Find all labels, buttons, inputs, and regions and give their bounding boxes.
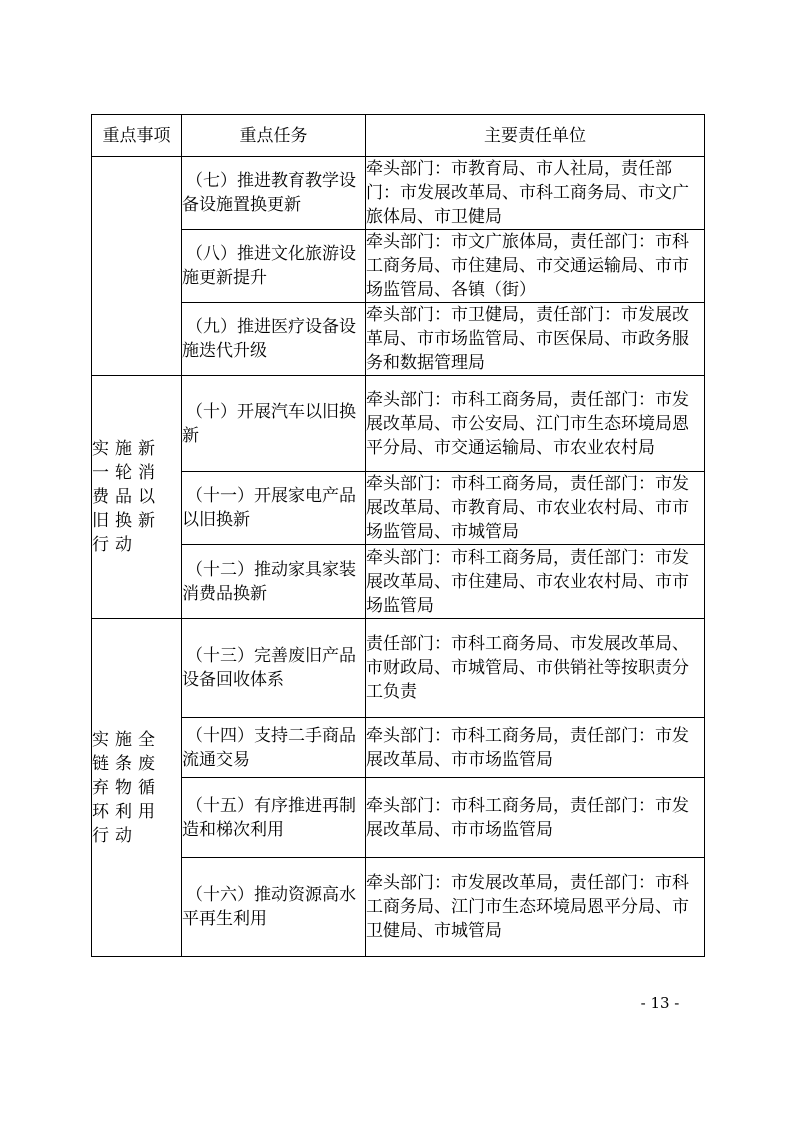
header-responsible-units: 主要责任单位 <box>366 115 705 157</box>
table-row <box>92 376 705 472</box>
responsible-units-cell: 牵头部门：市科工商务局，责任部门：市发展改革局、市住建局、市农业农村局、市市场监管局 <box>366 545 705 619</box>
table-row <box>92 619 705 718</box>
table-row <box>92 858 705 957</box>
key-task-cell: （十）开展汽车以旧换新 <box>182 376 366 472</box>
table-row <box>92 157 705 230</box>
table-row <box>92 472 705 545</box>
key-task-cell: （八）推进文化旅游设施更新提升 <box>182 230 366 303</box>
responsible-units-cell: 牵头部门：市教育局、市人社局，责任部门：市发展改革局、市科工商务局、市文广旅体局、市卫健局 <box>366 157 705 230</box>
key-task-cell: （十五）有序推进再制造和梯次利用 <box>182 778 366 858</box>
key-task-cell: （十三）完善废旧产品设备回收体系 <box>182 619 366 718</box>
responsible-units-cell: 牵头部门：市发展改革局，责任部门：市科工商务局、江门市生态环境局恩平分局、市卫健局、市城管局 <box>366 858 705 957</box>
responsible-units-cell: 责任部门：市科工商务局、市发展改革局、市财政局、市城管局、市供销社等按职责分工负责 <box>366 619 705 718</box>
responsibility-table <box>91 114 705 957</box>
table-row <box>92 303 705 376</box>
table-row <box>92 778 705 858</box>
responsible-units-cell: 牵头部门：市科工商务局，责任部门：市发展改革局、市教育局、市农业农村局、市市场监管局、市城管局 <box>366 472 705 545</box>
key-task-cell: （九）推进医疗设备设施迭代升级 <box>182 303 366 376</box>
responsible-units-cell: 牵头部门：市科工商务局，责任部门：市发展改革局、市市场监管局 <box>366 778 705 858</box>
key-item-cell <box>92 157 182 376</box>
table-row <box>92 718 705 778</box>
responsible-units-cell: 牵头部门：市科工商务局，责任部门：市发展改革局、市公安局、江门市生态环境局恩平分局、市交通运输局、市农业农村局 <box>366 376 705 472</box>
key-task-cell: （七）推进教育教学设备设施置换更新 <box>182 157 366 230</box>
key-task-cell: （十二）推动家具家装消费品换新 <box>182 545 366 619</box>
responsible-units-cell: 牵头部门：市卫健局，责任部门：市发展改革局、市市场监管局、市医保局、市政务服务和数据管理局 <box>366 303 705 376</box>
responsible-units-cell: 牵头部门：市文广旅体局，责任部门：市科工商务局、市住建局、市交通运输局、市市场监管局、各镇（街） <box>366 230 705 303</box>
page-number: - 13 - <box>640 994 680 1012</box>
table-header-row <box>92 115 705 157</box>
key-item-cell: 实施全链条废弃物循环利用行动 <box>92 619 182 957</box>
table-row <box>92 545 705 619</box>
key-item-cell: 实施新一轮消费品以旧换新行动 <box>92 376 182 619</box>
key-task-cell: （十四）支持二手商品流通交易 <box>182 718 366 778</box>
header-key-task: 重点任务 <box>182 115 366 157</box>
header-key-item: 重点事项 <box>92 115 182 157</box>
table-row <box>92 230 705 303</box>
responsible-units-cell: 牵头部门：市科工商务局，责任部门：市发展改革局、市市场监管局 <box>366 718 705 778</box>
key-task-cell: （十六）推动资源高水平再生利用 <box>182 858 366 957</box>
key-task-cell: （十一）开展家电产品以旧换新 <box>182 472 366 545</box>
